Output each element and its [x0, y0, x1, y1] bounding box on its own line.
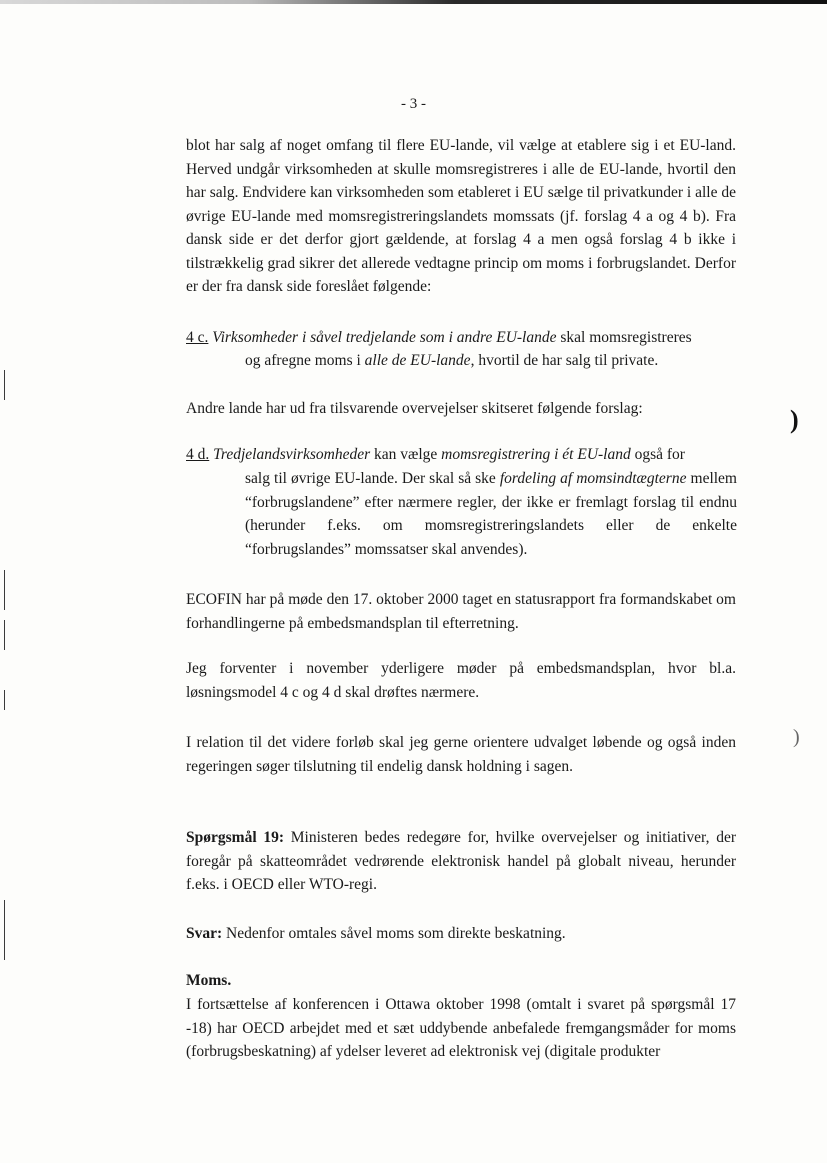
page-number: - 3 -: [401, 96, 426, 112]
paragraph: Andre lande har ud fra tilsvarende overvejelser skitseret følgende forslag:: [186, 400, 643, 417]
scan-edge-mark: [4, 370, 5, 400]
paragraph: Jeg forventer i november yderligere møder på embedsmandsplan, hvor bl.a. løsningsmodel 4 c og 4 d skal drøftes nærmere.: [186, 660, 736, 701]
question-text: Ministeren bedes redegøre for, hvilke overvejelser og initiativer, der foregår på skatteområdet vedrørende elektronisk handel på globalt niveau, herunder f.eks. i OECD eller WTO-regi.: [186, 829, 736, 893]
scan-edge-mark: [4, 570, 5, 610]
proposal-4d-continued: [245, 467, 737, 561]
proposal-text: mellem “forbrugslandene” efter nærmere regler, der ikke er fremlagt forslag til endnu (herunder f.eks. om momsregistreringslandets eller de enkelte “forbrugslandes” momssatser skal anvendes).: [245, 470, 737, 558]
answer: [186, 922, 736, 946]
proposal-4d: [186, 443, 737, 467]
heading-moms: Moms.: [186, 972, 232, 989]
answer-label: Svar:: [186, 925, 223, 942]
proposal-text: skal momsregistreres: [556, 329, 692, 346]
scan-edge-mark: [4, 900, 5, 960]
proposal-emphasis: momsregistrering i ét EU-land: [441, 446, 631, 463]
section-heading: [186, 969, 736, 993]
scan-edge-mark: [4, 690, 5, 710]
binder-hole-mark: ): [790, 405, 799, 434]
proposal-label: 4 d.: [186, 446, 210, 463]
proposal-text: , hvortil de har salg til private.: [470, 352, 659, 369]
scan-edge-mark: [4, 620, 5, 650]
binder-hole-mark: ): [793, 726, 800, 748]
proposal-label: 4 c.: [186, 329, 209, 346]
proposal-text: og afregne moms i: [245, 352, 365, 369]
proposal-text: kan vælge: [370, 446, 442, 463]
paragraph: I fortsættelse af konferencen i Ottawa oktober 1998 (omtalt i svaret på spørgsmål 17 -18) har OECD arbejdet med et sæt uddybende anbefalede fremgangsmåder for moms (forbrugsbeskatning) af ydelser leveret ad elektronisk vej (digitale produkter: [186, 996, 736, 1060]
question-19: [186, 826, 736, 897]
proposal-text: også for: [630, 446, 685, 463]
proposal-text: salg til øvrige EU-lande. Der skal så ske: [245, 470, 500, 487]
paragraph: ECOFIN har på møde den 17. oktober 2000 taget en statusrapport fra formandskabet om forhandlingerne på embedsmandsplan til efterretning.: [186, 591, 736, 632]
question-label: Spørgsmål 19:: [186, 829, 285, 846]
scan-top-edge: [0, 0, 827, 4]
paragraph: I relation til det videre forløb skal jeg gerne orientere udvalget løbende og også inden regeringen søger tilslutning til endelig dansk holdning i sagen.: [186, 734, 736, 775]
proposal-emphasis: Tredjelandsvirksomheder: [213, 446, 371, 463]
proposal-4c: [186, 326, 737, 350]
answer-text: Nedenfor omtales såvel moms som direkte beskatning.: [222, 925, 566, 942]
paragraph: blot har salg af noget omfang til flere EU-lande, vil vælge at etablere sig i et EU-land. Herved undgår virksomheden at skulle momsregistreres i alle de EU-lande, hvortil den har salg. Endvidere kan virksomheden som etableret i EU sælge til privatkunder i alle de øvrige EU-lande med momsregistreringslandets momssats (jf. forslag 4 a og 4 b). Fra dansk side er det derfor gjort gældende, at forslag 4 a men også forslag 4 b ikke i tilstrækkelig grad sikrer det allerede vedtagne princip om moms i forbrugslandet. Derfor er der fra dansk side foreslået følgende:: [186, 137, 736, 295]
proposal-4c-continued: [245, 349, 737, 373]
proposal-emphasis: Virksomheder i såvel tredjelande som i andre EU-lande: [212, 329, 557, 346]
proposal-emphasis: fordeling af momsindtægterne: [499, 470, 687, 487]
proposal-emphasis: alle de EU-lande: [364, 352, 471, 369]
